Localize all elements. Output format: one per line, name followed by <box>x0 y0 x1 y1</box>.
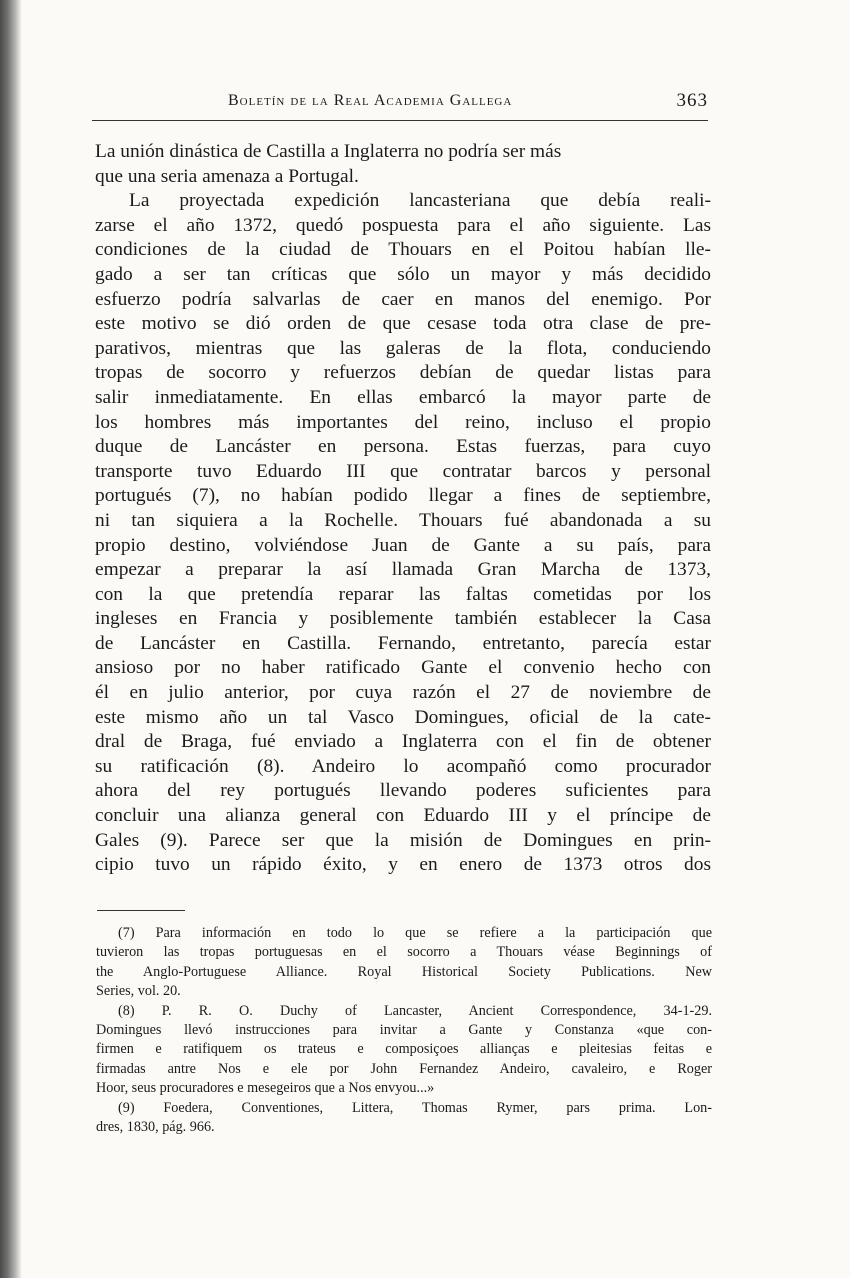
body-line: parativos, mientras que las galeras de la flota, conduciendo <box>95 337 711 359</box>
body-line: salir inmediatamente. En ellas embarcó la mayor parte de <box>95 386 711 408</box>
footnote-line: (7) Para información en todo lo que se refiere a la participación que <box>118 925 712 941</box>
page-header <box>228 92 708 122</box>
body-line: esfuerzo podría salvarlas de caer en manos del enemigo. Por <box>95 288 711 310</box>
body-line: cipio tuvo un rápido éxito, y en enero de 1373 otros dos <box>95 854 711 876</box>
body-line: este mismo año un tal Vasco Domingues, oficial de la cate- <box>95 706 711 728</box>
body-line: dral de Braga, fué enviado a Inglaterra con el fin de obtener <box>95 731 711 753</box>
body-line: ingleses en Francia y posiblemente también establecer la Casa <box>95 608 711 630</box>
body-line: tropas de socorro y refuerzos debían de quedar listas para <box>95 362 711 384</box>
footnote-line: the Anglo-Portuguese Alliance. Royal Historical Society Publications. New <box>96 963 712 980</box>
footnote-line: (8) P. R. O. Duchy of Lancaster, Ancient Correspondence, 34-1-29. <box>118 1002 712 1019</box>
body-line: Gales (9). Parece ser que la misión de Domingues en prin- <box>95 829 711 851</box>
footnotes <box>96 924 712 1137</box>
body-line: gado a ser tan críticas que sólo un mayor y más decidido <box>95 263 711 285</box>
footnote-line: dres, 1830, pág. 966. <box>96 1118 215 1135</box>
page-number: 363 <box>676 90 708 111</box>
footnote-line: Series, vol. 20. <box>96 983 181 1000</box>
body-line: concluir una alianza general con Eduardo III y el príncipe de <box>95 805 711 827</box>
body-line: él en julio anterior, por cuya razón el 27 de noviembre de <box>95 682 711 704</box>
body-line: duque de Lancáster en persona. Estas fuerzas, para cuyo <box>95 436 711 458</box>
body-line: propio destino, volviéndose Juan de Gante a su país, para <box>95 534 711 556</box>
body-line: La unión dinástica de Castilla a Inglaterra no podría ser más <box>95 141 562 162</box>
body-line: condiciones de la ciudad de Thouars en el Poitou habían lle- <box>95 239 711 261</box>
footnote-line: Domingues llevó instrucciones para invitar a Gante y Constanza «que con- <box>96 1021 712 1038</box>
body-text <box>95 140 711 878</box>
page-binding-edge <box>0 0 22 1278</box>
body-line: ansioso por no haber ratificado Gante el convenio hecho con <box>95 657 711 679</box>
footnote-line: tuvieron las tropas portuguesas en el socorro a Thouars véase Beginnings of <box>96 944 712 961</box>
body-line: zarse el año 1372, quedó pospuesta para el año siguiente. Las <box>95 214 711 236</box>
body-line: este motivo se dió orden de que cesase toda otra clase de pre- <box>95 313 711 335</box>
body-line: empezar a preparar la así llamada Gran Marcha de 1373, <box>95 559 711 581</box>
body-line: los hombres más importantes del reino, incluso el propio <box>95 411 711 433</box>
body-line: que una seria amenaza a Portugal. <box>95 165 359 187</box>
footnote-line: firmen e ratifiquem os trateus e composiçoes allianças e pleitesias feitas e <box>96 1041 712 1058</box>
body-line: ahora del rey portugués llevando poderes suficientes para <box>95 780 711 802</box>
body-line: transporte tuvo Eduardo III que contratar barcos y personal <box>95 460 711 482</box>
body-line: La proyectada expedición lancasteriana que debía reali- <box>129 190 711 212</box>
body-line: portugués (7), no habían podido llegar a fines de septiembre, <box>95 485 711 507</box>
footnote-line: firmadas antre Nos e ele por John Fernandez Andeiro, cavaleiro, e Roger <box>96 1060 712 1077</box>
running-head: Boletín de la Real Academia Gallega <box>228 92 513 109</box>
body-line: con la que pretendía reparar las faltas cometidas por los <box>95 583 711 605</box>
footnote-rule <box>97 910 185 911</box>
footnote-line: (9) Foedera, Conventiones, Littera, Thomas Rymer, pars prima. Lon- <box>118 1099 712 1116</box>
header-rule <box>92 120 708 121</box>
body-line: de Lancáster en Castilla. Fernando, entretanto, parecía estar <box>95 632 711 654</box>
body-line: su ratificación (8). Andeiro lo acompañó como procurador <box>95 755 711 777</box>
body-line: ni tan siquiera a la Rochelle. Thouars fué abandonada a su <box>95 509 711 531</box>
footnote-line: Hoor, seus procuradores e mesegeiros que a Nos envyou...» <box>96 1080 435 1097</box>
